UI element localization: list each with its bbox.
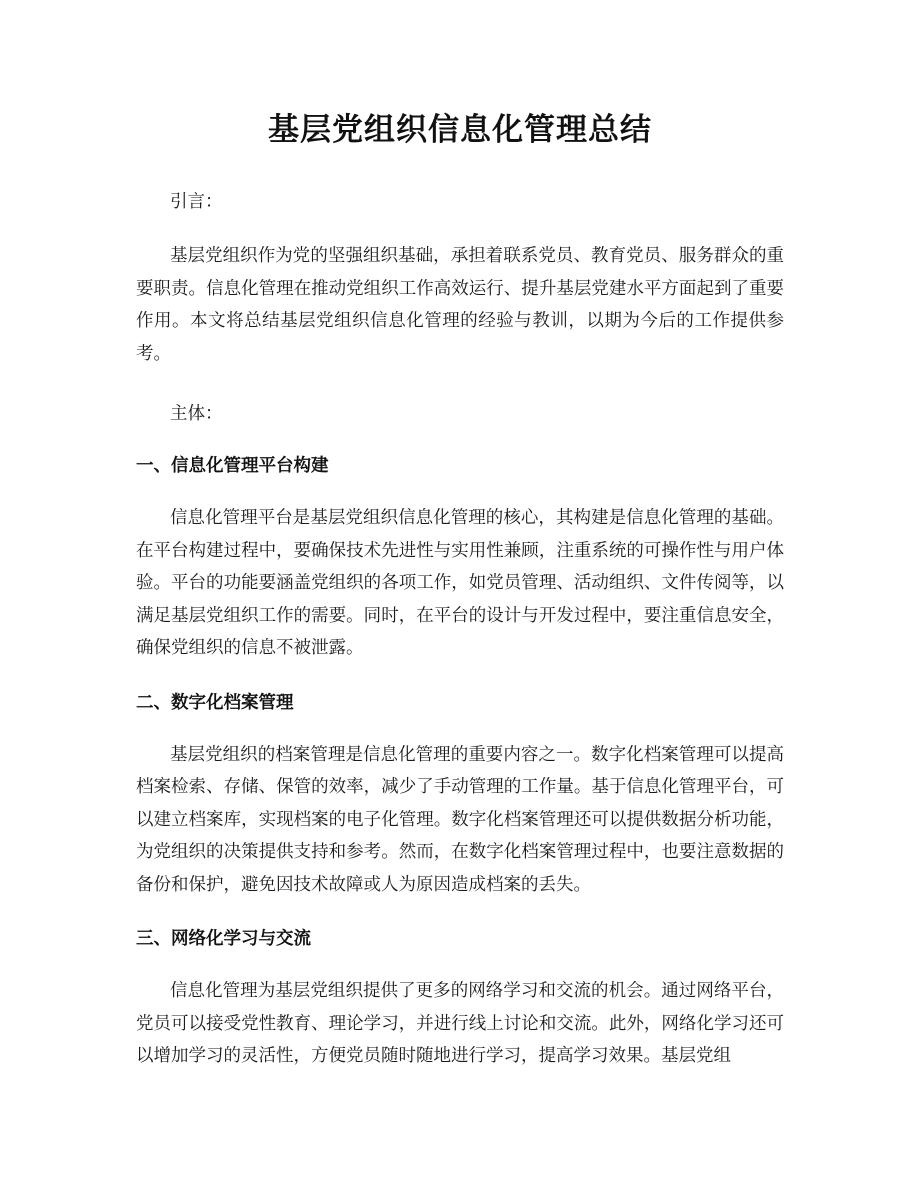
section-heading: 二、数字化档案管理	[136, 692, 294, 713]
document-body	[136, 180, 784, 1095]
body-label: 主体：	[170, 404, 223, 424]
section-heading: 三、网络化学习与交流	[136, 929, 311, 949]
section-heading: 一、信息化管理平台构建	[136, 456, 329, 476]
section-platform	[136, 450, 784, 665]
section-learning	[136, 923, 784, 1073]
section-paragraph: 基层党组织的档案管理是信息化管理的重要内容之一。数字化档案管理可以提高档案检索、存储、保管的效率，减少了手动管理的工作量。基于信息化管理平台，可以建立档案库，实现档案的电子化管理。数字化档案管理还可以提供数据分析功能，为党组织的决策提供支持和参考。然而，在数字化档案管理过程中，也要注意数据的备份和保护，避免因技术故障或人为原因造成档案的丢失。	[136, 744, 784, 895]
intro-paragraph: 基层党组织作为党的坚强组织基础，承担着联系党员、教育党员、服务群众的重要职责。信息化管理在推动党组织工作高效运行、提升基层党建水平方面起到了重要作用。本文将总结基层党组织信息化管理的经验与教训，以期为今后的工作提供参考。	[136, 246, 784, 364]
page-title: 基层党组织信息化管理总结	[268, 112, 652, 148]
section-archives	[136, 687, 784, 902]
intro-label: 引言：	[170, 192, 223, 212]
section-paragraph: 信息化管理平台是基层党组织信息化管理的核心，其构建是信息化管理的基础。在平台构建过程中，要确保技术先进性与实用性兼顾，注重系统的可操作性与用户体验。平台的功能要涵盖党组织的各项工作，如党员管理、活动组织、文件传阅等，以满足基层党组织工作的需要。同时，在平台的设计与开发过程中，要注重信息安全，确保党组织的信息不被泄露。	[136, 508, 784, 658]
section-paragraph: 信息化管理为基层党组织提供了更多的网络学习和交流的机会。通过网络平台，党员可以接受党性教育、理论学习，并进行线上讨论和交流。此外，网络化学习还可以增加学习的灵活性，方便党员随时随地进行学习，提高学习效果。基层党组	[136, 981, 784, 1066]
